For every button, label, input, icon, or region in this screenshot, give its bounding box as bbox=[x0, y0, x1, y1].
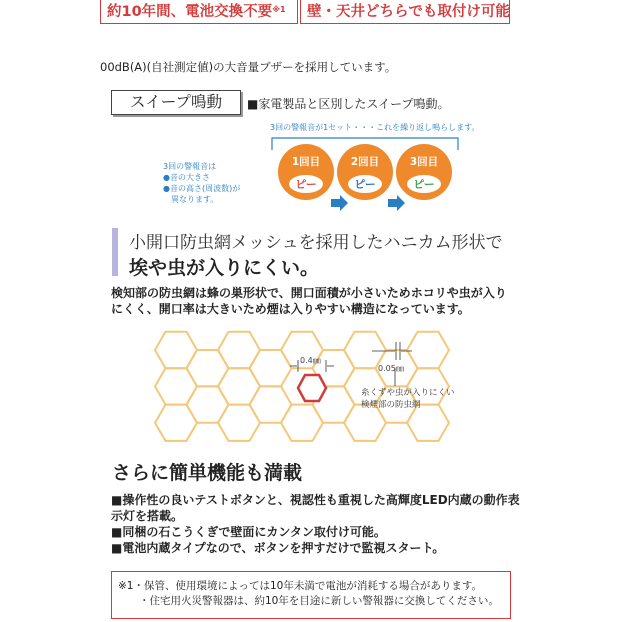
feature-item: ■電池内蔵タイプなので、ボタンを押すだけで監視スタート。 bbox=[111, 541, 445, 555]
mesh-paragraph: 検知部の防虫網は蜂の巣形状で、開口面積が小さいためホコリや虫が入りにくく、開口率は大きいため煙は入りやすい構造になっています。 bbox=[111, 286, 507, 316]
mesh-headline-sub: 小開口防虫網メッシュを採用したハニカム形状で bbox=[129, 233, 503, 253]
sweep-left-note-line: ●音の高さ(周波数)が bbox=[163, 184, 241, 193]
sweep-circle-2-label: 2回目 bbox=[350, 156, 380, 168]
battery-badge-text: 約10年間、電池交換不要 bbox=[107, 4, 273, 20]
sweep-circle-1-sound: ピー bbox=[295, 178, 317, 191]
footnote-box bbox=[111, 571, 511, 619]
sweep-circle-3-sound: ピー bbox=[413, 178, 435, 191]
mounting-badge-text: 壁・天井どちらでも取付け可能 bbox=[307, 4, 510, 20]
sweep-title-box: スイープ鳴動 bbox=[111, 90, 241, 115]
mesh-note-line: 検煙部の防虫網 bbox=[361, 400, 421, 410]
buzzer-intro-text: 00dB(A)(自社測定値)の大音量ブザーを採用しています。 bbox=[100, 60, 397, 74]
sweep-description: ■家電製品と区別したスイープ鳴動。 bbox=[247, 97, 450, 111]
footnote-line: ※1・保管、使用環境によっては10年未満で電池が消耗する場合があります。 bbox=[118, 580, 482, 592]
sweep-circle-2-sound: ピー bbox=[354, 178, 376, 191]
wire-size-label: 0.05㎜ bbox=[378, 364, 404, 373]
footnote-line: ・住宅用火災警報器は、約10年を目途に新しい警報器に交換してください。 bbox=[118, 595, 499, 607]
mesh-note-line: 糸くずや虫が入りにくい bbox=[361, 388, 455, 398]
sweep-left-note-line: 3回の警報音は bbox=[163, 162, 217, 171]
hex-cell bbox=[407, 332, 449, 368]
sweep-circle-3-label: 3回目 bbox=[409, 156, 439, 168]
feature-item: ■操作性の良いテストボタンと、視認性も重視した高輝度LED内蔵の動作表示灯を搭載。 bbox=[111, 493, 520, 523]
sweep-left-note-line: ●音の大きさ bbox=[163, 173, 210, 182]
wire-dimension bbox=[372, 342, 412, 360]
feature-item: ■同梱の石こうくぎで壁面にカンタン取付け可能。 bbox=[111, 525, 386, 539]
sweep-circle-1-label: 1回目 bbox=[291, 156, 321, 168]
opening-size-label: 0.4㎜ bbox=[300, 356, 321, 365]
features-title: さらに簡単機能も満載 bbox=[112, 462, 303, 484]
mesh-note bbox=[361, 387, 455, 411]
mesh-headline-main: 埃や虫が入りにくい。 bbox=[129, 257, 320, 279]
battery-badge-footnote-mark: ※1 bbox=[272, 5, 286, 14]
sweep-cycle-note: 3回の警報音が1セット・・・これを繰り返し鳴らします。 bbox=[270, 123, 480, 132]
sweep-left-note-line: 異なります。 bbox=[163, 195, 219, 204]
highlighted-hex-cell bbox=[298, 375, 326, 401]
feature-list bbox=[111, 492, 521, 556]
